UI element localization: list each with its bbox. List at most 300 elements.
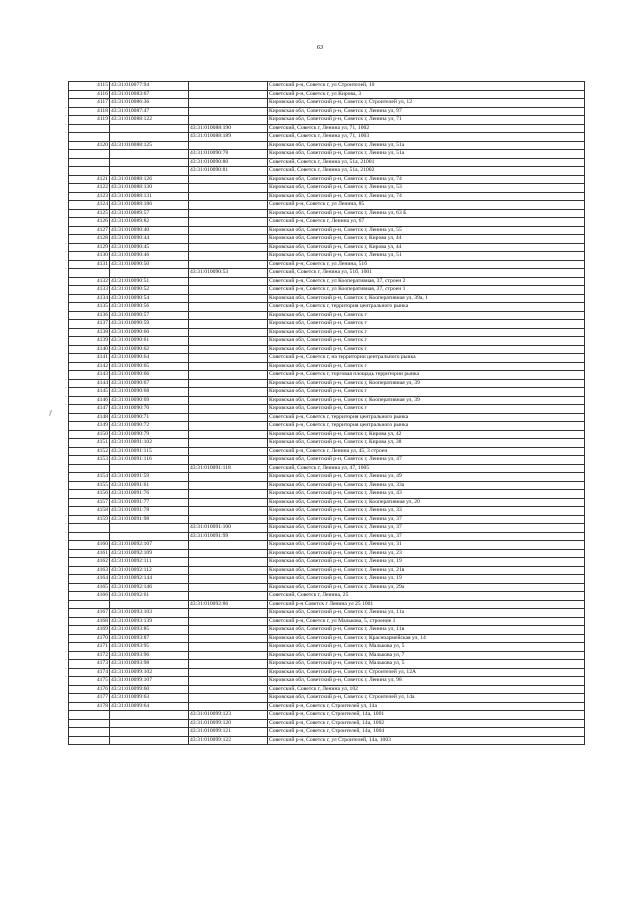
address-cell: Кировская обл, Советский р-н, Советск г, Красноармейская ул, 14 xyxy=(268,634,585,643)
table-row xyxy=(69,413,585,422)
sub-cadastral-number-cell xyxy=(189,235,268,244)
table-row xyxy=(69,626,585,635)
address-cell: Кировская обл, Советский р-н, Советск г, Ленина ул, 33а xyxy=(268,481,585,490)
address-cell: Советский р-н, Советск г, на территории центрального рынка xyxy=(268,354,585,363)
row-number-cell: 4137 xyxy=(69,320,110,329)
cadastral-number-cell: 43:31:010090:54 xyxy=(110,294,189,303)
sub-cadastral-number-cell xyxy=(189,456,268,465)
sub-cadastral-number-cell: 43:31:010090:53 xyxy=(189,269,268,278)
address-cell: Кировская обл, Советский р-н, Советск г xyxy=(268,345,585,354)
sub-cadastral-number-cell xyxy=(189,260,268,269)
cadastral-number-cell: 43:31:010090:56 xyxy=(110,303,189,312)
row-number-cell: 4147 xyxy=(69,405,110,414)
row-number-cell: 4169 xyxy=(69,626,110,635)
row-number-cell: 4165 xyxy=(69,583,110,592)
row-number-cell: 4176 xyxy=(69,685,110,694)
address-cell: Кировская обл, Советский р-н, Советск г, Малькова ул, 5 xyxy=(268,643,585,652)
cadastral-number-cell: 43:31:010091:76 xyxy=(110,490,189,499)
row-number-cell: 4149 xyxy=(69,422,110,431)
row-number-cell: 4143 xyxy=(69,371,110,380)
table-row xyxy=(69,405,585,414)
cadastral-number-cell: 43:31:010092:109 xyxy=(110,549,189,558)
cadastral-number-cell: 43:31:010088:131 xyxy=(110,192,189,201)
address-cell: Советский р-н, Советск г, ул Кооперативная, 37, строен 2 xyxy=(268,277,585,286)
address-cell: Кировская обл, Советский р-н, Советск г, Ленина ул, 19 xyxy=(268,558,585,567)
row-number-cell: 4155 xyxy=(69,481,110,490)
address-cell: Кировская обл, Советский р-н, Советск г, Ленина ул, 71 xyxy=(268,116,585,125)
cadastral-number-cell: 43:31:010090:46 xyxy=(110,252,189,261)
cadastral-number-cell: 43:31:010090:79 xyxy=(110,430,189,439)
sub-cadastral-number-cell xyxy=(189,609,268,618)
sub-cadastral-number-cell xyxy=(189,328,268,337)
cadastral-number-cell: 43:31:010091:77 xyxy=(110,498,189,507)
sub-cadastral-number-cell xyxy=(189,345,268,354)
table-row xyxy=(69,490,585,499)
table-row xyxy=(69,243,585,252)
address-cell: Кировская обл, Советский р-н, Советск г, Кооперативная ул, 39 xyxy=(268,379,585,388)
address-cell: Кировская обл, Советский р-н, Советск г, Ленина ул, 23 xyxy=(268,549,585,558)
cadastral-number-cell: 43:31:010090:70 xyxy=(110,405,189,414)
table-row xyxy=(69,668,585,677)
row-number-cell: 4140 xyxy=(69,345,110,354)
cadastral-number-cell xyxy=(110,167,189,176)
sub-cadastral-number-cell xyxy=(189,192,268,201)
sub-cadastral-number-cell xyxy=(189,702,268,711)
table-row xyxy=(69,133,585,142)
cadastral-number-cell: 43:31:010092:112 xyxy=(110,566,189,575)
address-cell: Кировская обл, Советский р-н, Советск г, Кирова ул, 44 xyxy=(268,243,585,252)
sub-cadastral-number-cell xyxy=(189,413,268,422)
address-cell: Кировская обл, Советский р-н, Советск г, Малькова ул, 7 xyxy=(268,651,585,660)
sub-cadastral-number-cell xyxy=(189,626,268,635)
address-cell: Кировская обл, Советский р-н, Советск г, Строителей ул, 14а xyxy=(268,694,585,703)
row-number-cell: 4171 xyxy=(69,643,110,652)
table-row xyxy=(69,515,585,524)
cadastral-number-cell: 43:31:010093:139 xyxy=(110,617,189,626)
sub-cadastral-number-cell xyxy=(189,396,268,405)
row-number-cell: 4157 xyxy=(69,498,110,507)
row-number-cell: 4175 xyxy=(69,677,110,686)
address-cell: Кировская обл, Советский р-н, Советск г, Кирова ул, 42 xyxy=(268,430,585,439)
cadastral-number-cell xyxy=(110,719,189,728)
table-row xyxy=(69,124,585,133)
table-row xyxy=(69,192,585,201)
cadastral-number-cell: 43:31:010093:98 xyxy=(110,660,189,669)
address-cell: Советский р-н, Советск г, Строителей ул, 14а xyxy=(268,702,585,711)
cadastral-number-cell: 43:31:010090:51 xyxy=(110,277,189,286)
row-number-cell: 4125 xyxy=(69,209,110,218)
cadastral-number-cell: 43:31:010093:85 xyxy=(110,626,189,635)
sub-cadastral-number-cell: 43:31:010091:99 xyxy=(189,532,268,541)
cadastral-number-cell: 43:31:010090:52 xyxy=(110,286,189,295)
sub-cadastral-number-cell xyxy=(189,422,268,431)
row-number-cell: 4168 xyxy=(69,617,110,626)
row-number-cell: 4150 xyxy=(69,430,110,439)
table-row xyxy=(69,150,585,159)
sub-cadastral-number-cell: 43:31:010088:189 xyxy=(189,133,268,142)
address-cell: Кировская обл, Советский р-н, Советск г, Ленина ул, 98 xyxy=(268,677,585,686)
table-row xyxy=(69,702,585,711)
sub-cadastral-number-cell xyxy=(189,643,268,652)
row-number-cell: 4159 xyxy=(69,515,110,524)
address-cell: Кировская обл, Советский р-н, Советск г, Ленина ул, 37 xyxy=(268,515,585,524)
address-cell: Кировская обл, Советский р-н, Советск г, Ленина ул, 31 xyxy=(268,541,585,550)
table-row xyxy=(69,371,585,380)
address-cell: Кировская обл, Советский р-н, Советск г, Ленина ул, 97 xyxy=(268,107,585,116)
cadastral-number-cell: 43:31:010091:98 xyxy=(110,515,189,524)
cadastral-number-cell: 43:31:010090:60 xyxy=(110,328,189,337)
address-cell: Кировская обл, Советский р-н, Советск г xyxy=(268,388,585,397)
row-number-cell xyxy=(69,464,110,473)
table-row xyxy=(69,90,585,99)
row-number-cell xyxy=(69,269,110,278)
table-row xyxy=(69,311,585,320)
table-row xyxy=(69,677,585,686)
address-cell: Советский р-н, Советск г, торговая площадь территории рынка xyxy=(268,371,585,380)
table-row xyxy=(69,660,585,669)
sub-cadastral-number-cell xyxy=(189,481,268,490)
address-cell: Советский, Советск г, Ленина ул, 102 xyxy=(268,685,585,694)
cadastral-number-cell: 43:31:010090:44 xyxy=(110,235,189,244)
row-number-cell: 4124 xyxy=(69,201,110,210)
sub-cadastral-number-cell xyxy=(189,99,268,108)
row-number-cell: 4170 xyxy=(69,634,110,643)
address-cell: Кировская обл, Советский р-н, Советск г xyxy=(268,311,585,320)
sub-cadastral-number-cell xyxy=(189,515,268,524)
sub-cadastral-number-cell xyxy=(189,694,268,703)
sub-cadastral-number-cell xyxy=(189,243,268,252)
address-cell: Советский р-н, Советск г, ул Кирова, 3 xyxy=(268,90,585,99)
address-cell: Кировская обл, Советский р-н, Советск г, Строителей ул, 12А xyxy=(268,668,585,677)
table-row xyxy=(69,532,585,541)
cadastral-number-cell: 43:31:010093:87 xyxy=(110,634,189,643)
cadastral-number-cell: 43:31:010090:71 xyxy=(110,413,189,422)
address-cell: Советский р-н, Советск г, ул Строителей, 14а, 1003 xyxy=(268,736,585,745)
cadastral-number-cell xyxy=(110,133,189,142)
cadastral-number-cell: 43:31:010090:50 xyxy=(110,260,189,269)
sub-cadastral-number-cell: 43:31:010090:78 xyxy=(189,150,268,159)
address-cell: Кировская обл, Советский р-н, Советск г, Ленина ул, 43 xyxy=(268,490,585,499)
address-cell: Советский р-н, Советск г, территория центрального рынка xyxy=(268,413,585,422)
sub-cadastral-number-cell xyxy=(189,617,268,626)
cadastral-number-cell: 43:31:010089:57 xyxy=(110,209,189,218)
cadastral-number-cell: 43:31:010090:45 xyxy=(110,243,189,252)
cadastral-number-cell: 43:31:010090:59 xyxy=(110,320,189,329)
sub-cadastral-number-cell xyxy=(189,82,268,91)
sub-cadastral-number-cell xyxy=(189,660,268,669)
table-row xyxy=(69,354,585,363)
row-number-cell: 4132 xyxy=(69,277,110,286)
sub-cadastral-number-cell xyxy=(189,175,268,184)
sub-cadastral-number-cell xyxy=(189,379,268,388)
row-number-cell: 4138 xyxy=(69,328,110,337)
sub-cadastral-number-cell xyxy=(189,490,268,499)
address-cell: Советский р-н, Советск г, Ленина ул, 45, 3 строен xyxy=(268,447,585,456)
table-row xyxy=(69,651,585,660)
table-row xyxy=(69,609,585,618)
row-number-cell: 4127 xyxy=(69,226,110,235)
address-cell: Кировская обл, Советский р-н, Советск г, Ленина ул, 21в xyxy=(268,566,585,575)
cadastral-number-cell xyxy=(110,464,189,473)
address-cell: Кировская обл, Советский р-н, Советск г, Кооперативная ул, 39 xyxy=(268,396,585,405)
row-number-cell xyxy=(69,719,110,728)
address-cell: Кировская обл, Советский р-н, Советск г xyxy=(268,405,585,414)
cadastral-number-cell xyxy=(110,736,189,745)
margin-mark xyxy=(49,410,53,416)
table-row xyxy=(69,566,585,575)
sub-cadastral-number-cell: 43:31:010090:80 xyxy=(189,158,268,167)
sub-cadastral-number-cell: 43:31:010091:118 xyxy=(189,464,268,473)
table-row xyxy=(69,617,585,626)
address-cell: Советский р-н, Советск г, ул Строителей, 10 xyxy=(268,82,585,91)
cadastral-number-cell: 43:31:010092:107 xyxy=(110,541,189,550)
address-cell: Кировская обл, Советский р-н, Советск г, Ленина ул, 47 xyxy=(268,456,585,465)
table-row xyxy=(69,337,585,346)
row-number-cell: 4139 xyxy=(69,337,110,346)
sub-cadastral-number-cell xyxy=(189,354,268,363)
cadastral-number-cell xyxy=(110,524,189,533)
table-row xyxy=(69,116,585,125)
address-cell: Советский, Советск г, Ленина ул, 51б, 1001 xyxy=(268,269,585,278)
address-cell: Советский, Советск г, Ленина ул, 71, 1002 xyxy=(268,124,585,133)
table-row xyxy=(69,184,585,193)
cadastral-number-cell: 43:31:010090:61 xyxy=(110,337,189,346)
row-number-cell: 4126 xyxy=(69,218,110,227)
cadastral-number-cell xyxy=(110,600,189,609)
table-row xyxy=(69,209,585,218)
row-number-cell: 4130 xyxy=(69,252,110,261)
sub-cadastral-number-cell: 43:31:010090:81 xyxy=(189,167,268,176)
cadastral-number-cell: 43:31:010088:126 xyxy=(110,175,189,184)
cadastral-number-cell: 43:31:010099:60 xyxy=(110,685,189,694)
cadastral-number-cell: 43:31:010099:107 xyxy=(110,677,189,686)
sub-cadastral-number-cell: 43:31:010092:86 xyxy=(189,600,268,609)
cadastral-number-cell: 43:31:010090:64 xyxy=(110,354,189,363)
table-row xyxy=(69,524,585,533)
table-row xyxy=(69,430,585,439)
sub-cadastral-number-cell xyxy=(189,405,268,414)
row-number-cell: 4153 xyxy=(69,456,110,465)
address-cell: Кировская обл, Советский р-н, Советск г, Ленина ул, 19 xyxy=(268,575,585,584)
table-row xyxy=(69,158,585,167)
sub-cadastral-number-cell xyxy=(189,634,268,643)
row-number-cell xyxy=(69,133,110,142)
table-body xyxy=(69,82,585,745)
row-number-cell: 4131 xyxy=(69,260,110,269)
row-number-cell: 4162 xyxy=(69,558,110,567)
row-number-cell: 4178 xyxy=(69,702,110,711)
table-row xyxy=(69,294,585,303)
address-cell: Кировская обл, Советский р-н, Советск г xyxy=(268,337,585,346)
cadastral-number-cell: 43:31:010090:72 xyxy=(110,422,189,431)
sub-cadastral-number-cell xyxy=(189,575,268,584)
cadastral-number-cell: 43:31:010093:95 xyxy=(110,643,189,652)
table-row xyxy=(69,422,585,431)
sub-cadastral-number-cell xyxy=(189,320,268,329)
cadastral-number-cell: 43:31:010099:102 xyxy=(110,668,189,677)
row-number-cell: 4119 xyxy=(69,116,110,125)
cadastral-number-cell xyxy=(110,711,189,720)
row-number-cell: 4141 xyxy=(69,354,110,363)
row-number-cell: 4120 xyxy=(69,141,110,150)
address-cell: Кировская обл, Советский р-н, Советск г, Ленина ул, 53 xyxy=(268,184,585,193)
address-cell: Кировская обл, Советский р-н, Советск г, Ленина ул, 51 xyxy=(268,252,585,261)
table-row xyxy=(69,362,585,371)
sub-cadastral-number-cell xyxy=(189,116,268,125)
row-number-cell xyxy=(69,150,110,159)
sub-cadastral-number-cell xyxy=(189,592,268,601)
address-cell: Кировская обл, Советский р-н, Советск г xyxy=(268,362,585,371)
table-row xyxy=(69,498,585,507)
sub-cadastral-number-cell: 43:31:010091:100 xyxy=(189,524,268,533)
row-number-cell xyxy=(69,736,110,745)
address-cell: Кировская обл, Советский р-н, Советск г, Малькова ул, 5 xyxy=(268,660,585,669)
row-number-cell xyxy=(69,124,110,133)
sub-cadastral-number-cell xyxy=(189,107,268,116)
table-row xyxy=(69,634,585,643)
table-row xyxy=(69,379,585,388)
address-cell: Советский р-н, Советск г, ул Ленина, 85 xyxy=(268,201,585,210)
row-number-cell: 4160 xyxy=(69,541,110,550)
row-number-cell xyxy=(69,524,110,533)
address-cell: Кировская обл, Советский р-н, Советск г xyxy=(268,320,585,329)
table-row xyxy=(69,167,585,176)
cadastral-number-cell: 43:31:010090:66 xyxy=(110,371,189,380)
cadastral-number-cell: 43:31:010099:63 xyxy=(110,694,189,703)
row-number-cell: 4136 xyxy=(69,311,110,320)
sub-cadastral-number-cell xyxy=(189,388,268,397)
sub-cadastral-number-cell xyxy=(189,558,268,567)
address-cell: Кировская обл, Советский р-н, Советск г, Ленина ул, 49 xyxy=(268,473,585,482)
table-row xyxy=(69,345,585,354)
row-number-cell xyxy=(69,167,110,176)
cadastral-number-cell: 43:31:010083:67 xyxy=(110,90,189,99)
table-row xyxy=(69,464,585,473)
table-row xyxy=(69,592,585,601)
address-cell: Советский р-н Советск г Ленина ул 25 1001 xyxy=(268,600,585,609)
row-number-cell: 4142 xyxy=(69,362,110,371)
table-row xyxy=(69,685,585,694)
table-row xyxy=(69,396,585,405)
sub-cadastral-number-cell xyxy=(189,439,268,448)
address-cell: Советский р-н, Советск г, Строителей, 14а, 1004 xyxy=(268,728,585,737)
sub-cadastral-number-cell xyxy=(189,430,268,439)
sub-cadastral-number-cell xyxy=(189,677,268,686)
sub-cadastral-number-cell xyxy=(189,651,268,660)
cadastral-number-cell: 43:31:010091:116 xyxy=(110,456,189,465)
row-number-cell xyxy=(69,711,110,720)
address-cell: Кировская обл, Советский р-н, Советск г, Ленина ул, 63 Б xyxy=(268,209,585,218)
page-number: 63 xyxy=(316,44,324,51)
address-cell: Кировская обл, Советский р-н, Советск г, Ленина ул, 29а xyxy=(268,583,585,592)
table-row xyxy=(69,711,585,720)
cadastral-number-cell: 43:31:010077:94 xyxy=(110,82,189,91)
address-cell: Советский р-н, Советск г, ул Малькова, 5, строение 1 xyxy=(268,617,585,626)
address-cell: Советский, Советск г, Ленина ул, 51а, 21001 xyxy=(268,158,585,167)
table-row xyxy=(69,303,585,312)
address-cell: Советский р-н, Советск г, Строителей, 14а, 1002 xyxy=(268,719,585,728)
table-row xyxy=(69,218,585,227)
sub-cadastral-number-cell xyxy=(189,252,268,261)
table-row xyxy=(69,82,585,91)
cadastral-number-cell: 43:31:010089:82 xyxy=(110,218,189,227)
row-number-cell: 4129 xyxy=(69,243,110,252)
sub-cadastral-number-cell: 43:31:010099:123 xyxy=(189,711,268,720)
cadastral-number-cell: 43:31:010090:67 xyxy=(110,379,189,388)
sub-cadastral-number-cell xyxy=(189,184,268,193)
cadastral-number-cell xyxy=(110,532,189,541)
table-row xyxy=(69,226,585,235)
row-number-cell: 4152 xyxy=(69,447,110,456)
cadastral-number-cell: 43:31:010092:61 xyxy=(110,592,189,601)
address-cell: Кировская обл, Советский р-н, Советск г, Ленина ул, 37 xyxy=(268,524,585,533)
row-number-cell: 4135 xyxy=(69,303,110,312)
cadastral-number-cell: 43:31:010092:146 xyxy=(110,583,189,592)
sub-cadastral-number-cell xyxy=(189,447,268,456)
sub-cadastral-number-cell xyxy=(189,362,268,371)
sub-cadastral-number-cell xyxy=(189,294,268,303)
address-cell: Кировская обл, Советский р-н, Советск г, Кирова ул, 44 xyxy=(268,235,585,244)
row-number-cell: 4133 xyxy=(69,286,110,295)
table-row xyxy=(69,107,585,116)
cadastral-number-cell: 43:31:010092:144 xyxy=(110,575,189,584)
cadastral-number-cell: 43:31:010091:61 xyxy=(110,481,189,490)
sub-cadastral-number-cell xyxy=(189,583,268,592)
table-row xyxy=(69,575,585,584)
row-number-cell: 4161 xyxy=(69,549,110,558)
sub-cadastral-number-cell xyxy=(189,473,268,482)
row-number-cell: 4177 xyxy=(69,694,110,703)
table-row xyxy=(69,269,585,278)
address-cell: Кировская обл, Советский р-н, Советск г, Ленина ул, 55 xyxy=(268,226,585,235)
cadastral-number-cell: 43:31:010090:62 xyxy=(110,345,189,354)
cadastral-number-cell xyxy=(110,158,189,167)
address-cell: Кировская обл, Советский р-н, Советск г, Ленина ул, 51а xyxy=(268,141,585,150)
address-cell: Кировская обл, Советский р-н, Советск г, Ленина ул, 11а xyxy=(268,609,585,618)
table-row xyxy=(69,328,585,337)
table-row xyxy=(69,600,585,609)
cadastral-number-cell: 43:31:010091:102 xyxy=(110,439,189,448)
sub-cadastral-number-cell xyxy=(189,141,268,150)
sub-cadastral-number-cell xyxy=(189,337,268,346)
row-number-cell: 4146 xyxy=(69,396,110,405)
cadastral-number-cell: 43:31:010090:57 xyxy=(110,311,189,320)
address-cell: Кировская обл, Советский р-н, Советск г, Ленина ул, 33 xyxy=(268,507,585,516)
address-cell: Советский, Советск г, Ленина ул, 71, 1003 xyxy=(268,133,585,142)
sub-cadastral-number-cell xyxy=(189,566,268,575)
cadastral-number-cell: 43:31:010088:125 xyxy=(110,141,189,150)
row-number-cell: 4144 xyxy=(69,379,110,388)
sub-cadastral-number-cell: 43:31:010099:121 xyxy=(189,728,268,737)
row-number-cell: 4128 xyxy=(69,235,110,244)
cadastral-number-cell: 43:31:010088:122 xyxy=(110,116,189,125)
table-row xyxy=(69,286,585,295)
table-row xyxy=(69,277,585,286)
table-row xyxy=(69,558,585,567)
table-row xyxy=(69,549,585,558)
sub-cadastral-number-cell xyxy=(189,549,268,558)
cadastral-number-cell: 43:31:010091:78 xyxy=(110,507,189,516)
cadastral-number-cell: 43:31:010093:96 xyxy=(110,651,189,660)
sub-cadastral-number-cell xyxy=(189,90,268,99)
row-number-cell: 4145 xyxy=(69,388,110,397)
address-cell: Советский р-н, Советск г, Строителей, 14а, 1001 xyxy=(268,711,585,720)
address-cell: Советский р-н, Советск г, территория центрального рынка xyxy=(268,422,585,431)
sub-cadastral-number-cell xyxy=(189,371,268,380)
address-cell: Советский р-н, Советск г, территория центрального рынка xyxy=(268,303,585,312)
cadastral-number-cell: 43:31:010090:65 xyxy=(110,362,189,371)
row-number-cell: 4154 xyxy=(69,473,110,482)
